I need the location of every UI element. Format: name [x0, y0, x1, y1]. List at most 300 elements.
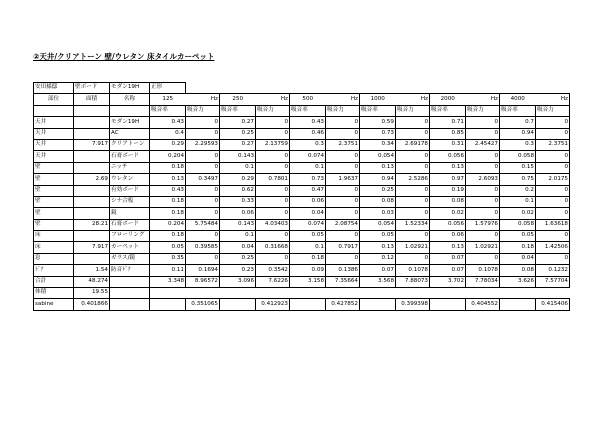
empty-cell [430, 299, 466, 310]
absorb-power-cell: 0 [536, 253, 570, 264]
absorb-rate-cell: 0.18 [150, 196, 186, 207]
sabine-value-cell: 0.412923 [256, 299, 290, 310]
absorb-rate-cell: 0.06 [290, 196, 326, 207]
absorb-power-cell: 0 [536, 117, 570, 128]
material-name-cell: カーペット [110, 242, 150, 253]
absorb-rate-cell: 0.18 [150, 208, 186, 219]
absorb-rate-cell: 0.29 [220, 174, 256, 185]
absorb-power-cell: 0 [326, 196, 360, 207]
part-cell: 窓 [34, 253, 74, 264]
absorb-power-cell: 0 [256, 185, 290, 196]
absorb-rate-cell: 0.054 [360, 219, 396, 230]
absorb-power-cell: 0 [186, 196, 220, 207]
absorb-power-cell: 0.39585 [186, 242, 220, 253]
absorb-rate-cell: 0.02 [430, 208, 466, 219]
absorb-power-header: 吸音力 [326, 105, 360, 116]
sabine-value-cell: 0.399398 [396, 299, 430, 310]
total-power-cell: 8.96572 [186, 276, 220, 287]
table-row [34, 162, 570, 173]
absorb-power-cell: 0 [326, 117, 360, 128]
name-header: 名称 [110, 94, 150, 105]
absorb-power-cell: 0 [536, 196, 570, 207]
absorb-rate-cell: 0.04 [290, 208, 326, 219]
absorb-rate-cell: 0.074 [290, 151, 326, 162]
empty-cell [290, 299, 326, 310]
area-cell: 7.917 [74, 242, 110, 253]
absorb-power-cell: 0.31668 [256, 242, 290, 253]
table-row [34, 253, 570, 264]
volume-row [34, 288, 570, 299]
absorb-rate-cell: 0.1 [220, 162, 256, 173]
absorb-power-cell: 0 [186, 253, 220, 264]
absorb-rate-header: 吸音率 [360, 105, 396, 116]
absorb-rate-cell: 0.13 [360, 162, 396, 173]
absorb-power-cell: 0.1078 [466, 265, 500, 276]
empty-cell [74, 105, 110, 116]
absorb-power-cell: 4.03403 [256, 219, 290, 230]
absorb-rate-cell: 0.04 [500, 253, 536, 264]
volume-value: 19.55 [74, 288, 110, 299]
absorb-rate-cell: 0.3 [500, 139, 536, 150]
absorb-rate-cell: 0.056 [430, 151, 466, 162]
absorb-power-cell: 0 [396, 162, 430, 173]
absorb-rate-cell: 0.25 [220, 128, 256, 139]
absorb-power-cell: 5.75484 [186, 219, 220, 230]
area-cell [74, 196, 110, 207]
absorb-rate-cell: 0.05 [150, 242, 186, 253]
empty-cell [34, 105, 74, 116]
absorb-power-cell: 0 [186, 151, 220, 162]
absorb-rate-cell: 0.18 [500, 242, 536, 253]
absorb-power-cell: 0 [536, 162, 570, 173]
absorb-rate-cell: 0.94 [500, 128, 536, 139]
absorb-rate-cell: 0.02 [500, 208, 536, 219]
absorb-rate-cell: 0.18 [150, 162, 186, 173]
total-row [34, 276, 570, 287]
empty-cell [110, 299, 150, 310]
table-row [34, 231, 570, 242]
sabine-value-cell: 0.427852 [326, 299, 360, 310]
area-cell: 2.69 [74, 174, 110, 185]
part-cell: ﾄﾞｱ [34, 265, 74, 276]
absorb-rate-cell: 0.35 [150, 253, 186, 264]
absorb-rate-cell: 0.03 [360, 208, 396, 219]
absorb-rate-cell: 0.85 [430, 128, 466, 139]
absorb-power-cell: 0 [186, 162, 220, 173]
table-row [34, 208, 570, 219]
absorb-power-cell: 0 [326, 128, 360, 139]
absorb-power-cell: 0 [256, 151, 290, 162]
absorb-rate-cell: 0.34 [360, 139, 396, 150]
absorb-power-cell: 0 [536, 208, 570, 219]
sabine-value-cell: 0.351065 [186, 299, 220, 310]
empty-cell [110, 105, 150, 116]
absorb-rate-cell: 0.143 [220, 219, 256, 230]
info-row-empty [186, 83, 570, 94]
absorb-power-cell: 0 [256, 196, 290, 207]
part-cell: 天井 [34, 117, 74, 128]
area-header: 面積 [74, 94, 110, 105]
absorb-power-cell: 2.3751 [536, 139, 570, 150]
absorb-rate-cell: 0.47 [290, 185, 326, 196]
absorb-rate-cell: 0.62 [220, 185, 256, 196]
absorb-power-cell: 0 [396, 208, 430, 219]
absorb-power-cell: 1.42506 [536, 242, 570, 253]
frequency-unit: Hz [466, 94, 500, 105]
table-row [34, 196, 570, 207]
absorb-power-cell: 0 [186, 117, 220, 128]
absorb-rate-cell: 0.074 [290, 219, 326, 230]
absorb-rate-header: 吸音率 [220, 105, 256, 116]
part-cell: 壁 [34, 162, 74, 173]
absorb-power-cell: 2.45427 [466, 139, 500, 150]
absorb-power-header: 吸音力 [536, 105, 570, 116]
absorb-power-cell: 0.7801 [256, 174, 290, 185]
part-cell: 天井 [34, 139, 74, 150]
material-name-cell: 防音ﾄﾞｱ [110, 265, 150, 276]
absorb-rate-cell: 0.07 [360, 265, 396, 276]
area-cell [74, 208, 110, 219]
absorption-table [33, 82, 570, 311]
total-power-cell: 7.88073 [396, 276, 430, 287]
absorb-rate-cell: 0.29 [150, 139, 186, 150]
absorb-power-cell: 2.29593 [186, 139, 220, 150]
absorb-power-cell: 0.7917 [326, 242, 360, 253]
part-cell: 壁 [34, 208, 74, 219]
absorb-power-cell: 0 [256, 208, 290, 219]
absorb-rate-cell: 0.43 [150, 185, 186, 196]
absorb-power-cell: 0 [466, 162, 500, 173]
absorb-power-cell: 0 [466, 151, 500, 162]
absorb-power-cell: 0 [186, 185, 220, 196]
absorb-rate-cell: 0.18 [150, 231, 186, 242]
part-cell: 床 [34, 242, 74, 253]
table-row [34, 139, 570, 150]
absorb-rate-cell: 0.07 [430, 265, 466, 276]
absorb-power-cell: 1.63618 [536, 219, 570, 230]
absorb-rate-cell: 0.1 [290, 162, 326, 173]
absorb-rate-cell: 0.05 [290, 231, 326, 242]
absorb-rate-cell: 0.97 [430, 174, 466, 185]
area-cell [74, 253, 110, 264]
material-name-cell: 鏡 [110, 208, 150, 219]
absorb-power-cell: 0 [256, 231, 290, 242]
total-rate-cell: 3.158 [290, 276, 326, 287]
frequency-label: 2000 [430, 94, 466, 105]
absorb-rate-header: 吸音率 [500, 105, 536, 116]
absorb-rate-cell: 0.05 [500, 231, 536, 242]
absorb-power-cell: 0 [536, 185, 570, 196]
table-row [34, 151, 570, 162]
material-name-cell: 有効ボード [110, 185, 150, 196]
absorb-rate-cell: 0.06 [430, 231, 466, 242]
material-name-cell: ウレタン [110, 174, 150, 185]
absorb-rate-cell: 0.27 [220, 139, 256, 150]
absorb-power-cell: 1.02921 [466, 242, 500, 253]
absorb-power-cell: 0 [466, 208, 500, 219]
empty-cell [110, 288, 150, 299]
frequency-unit: Hz [396, 94, 430, 105]
frequency-unit: Hz [536, 94, 570, 105]
absorb-power-header: 吸音力 [186, 105, 220, 116]
absorb-rate-cell: 0.13 [360, 242, 396, 253]
table-row [34, 185, 570, 196]
wall-type-cell: 壁ボード [74, 83, 110, 94]
material-name-cell: クリアトーン [110, 139, 150, 150]
empty-cell [360, 299, 396, 310]
sabine-value-cell: 0.404552 [466, 299, 500, 310]
table-row [34, 219, 570, 230]
absorb-power-cell: 0.1232 [536, 265, 570, 276]
table-row [34, 174, 570, 185]
absorb-rate-header: 吸音率 [150, 105, 186, 116]
absorb-rate-cell: 0.4 [150, 128, 186, 139]
absorb-power-cell: 0 [466, 128, 500, 139]
absorb-power-header: 吸音力 [466, 105, 500, 116]
ceiling-type-cell: モダン19H [110, 83, 150, 94]
material-name-cell: 石膏ボード [110, 219, 150, 230]
absorb-power-cell: 1.52334 [396, 219, 430, 230]
table-row [34, 265, 570, 276]
absorb-power-cell: 0 [396, 196, 430, 207]
absorb-rate-cell: 0.204 [150, 219, 186, 230]
absorb-rate-cell: 0.13 [430, 162, 466, 173]
part-cell: 壁 [34, 219, 74, 230]
absorb-power-header: 吸音力 [396, 105, 430, 116]
absorb-rate-cell: 0.05 [360, 231, 396, 242]
material-name-cell: ニッチ [110, 162, 150, 173]
absorb-rate-cell: 0.056 [430, 219, 466, 230]
absorb-power-cell: 0 [466, 117, 500, 128]
absorb-power-cell: 2.69178 [396, 139, 430, 150]
absorb-rate-cell: 0.09 [290, 265, 326, 276]
absorb-power-cell: 0 [466, 185, 500, 196]
absorb-power-cell: 2.3751 [326, 139, 360, 150]
absorb-power-cell: 0.1694 [186, 265, 220, 276]
absorb-power-cell: 2.08754 [326, 219, 360, 230]
absorb-power-cell: 0 [256, 253, 290, 264]
sabine-value-cell: 0.415406 [536, 299, 570, 310]
absorb-rate-header: 吸音率 [290, 105, 326, 116]
absorb-rate-cell: 0.1 [220, 231, 256, 242]
area-cell [74, 117, 110, 128]
area-cell: 7.917 [74, 139, 110, 150]
frequency-header-row [34, 94, 570, 105]
absorb-rate-cell: 0.08 [360, 196, 396, 207]
total-power-cell: 7.35664 [326, 276, 360, 287]
part-cell: 天井 [34, 151, 74, 162]
part-cell: 壁 [34, 185, 74, 196]
absorb-power-cell: 0 [256, 128, 290, 139]
material-name-cell: 石膏ボード [110, 151, 150, 162]
sabine-label: sabine [34, 299, 74, 310]
absorb-power-cell: 2.0175 [536, 174, 570, 185]
absorb-power-cell: 2.6093 [466, 174, 500, 185]
material-name-cell: フローリング [110, 231, 150, 242]
absorb-power-cell: 0.3542 [256, 265, 290, 276]
absorb-power-cell: 0 [396, 253, 430, 264]
absorb-rate-cell: 0.13 [150, 174, 186, 185]
absorb-power-cell: 1.57976 [466, 219, 500, 230]
absorb-rate-cell: 0.054 [360, 151, 396, 162]
absorb-rate-cell: 0.59 [360, 117, 396, 128]
absorb-rate-header: 吸音率 [430, 105, 466, 116]
total-rate-cell: 3.626 [500, 276, 536, 287]
area-cell [74, 162, 110, 173]
absorb-rate-cell: 0.1 [500, 196, 536, 207]
part-header: 部位 [34, 94, 74, 105]
absorb-rate-cell: 0.23 [220, 265, 256, 276]
absorb-power-cell: 0 [326, 253, 360, 264]
absorb-rate-cell: 0.1 [290, 242, 326, 253]
absorb-rate-cell: 0.7 [500, 117, 536, 128]
absorb-rate-cell: 0.43 [150, 117, 186, 128]
absorb-rate-cell: 0.71 [430, 117, 466, 128]
absorb-rate-cell: 0.058 [500, 151, 536, 162]
absorb-power-header: 吸音力 [256, 105, 290, 116]
frequency-label: 250 [220, 94, 256, 105]
absorb-power-cell: 0 [326, 208, 360, 219]
area-cell [74, 231, 110, 242]
area-cell: 28.21 [74, 219, 110, 230]
absorb-rate-cell: 0.73 [290, 174, 326, 185]
absorb-rate-cell: 0.12 [360, 253, 396, 264]
empty-cell [220, 299, 256, 310]
area-cell [74, 151, 110, 162]
total-area: 48.274 [74, 276, 110, 287]
absorb-power-cell: 0 [186, 128, 220, 139]
total-rate-cell: 3.568 [360, 276, 396, 287]
frequency-unit: Hz [326, 94, 360, 105]
absorb-rate-cell: 0.07 [430, 253, 466, 264]
absorb-rate-cell: 0.46 [290, 128, 326, 139]
absorb-rate-cell: 0.2 [500, 185, 536, 196]
absorb-rate-cell: 0.08 [430, 196, 466, 207]
absorb-rate-cell: 0.3 [290, 139, 326, 150]
volume-label: 体積 [34, 288, 74, 299]
total-power-cell: 7.78034 [466, 276, 500, 287]
sabine-base-value: 0.401866 [74, 299, 110, 310]
absorb-power-cell: 0 [536, 128, 570, 139]
shape-cell: 正形 [150, 83, 186, 94]
total-rate-cell: 3.348 [150, 276, 186, 287]
absorb-power-cell: 0 [536, 151, 570, 162]
absorb-power-cell: 0 [466, 196, 500, 207]
part-cell: 壁 [34, 174, 74, 185]
absorb-rate-cell: 0.18 [290, 253, 326, 264]
absorb-rate-cell: 0.43 [290, 117, 326, 128]
absorb-power-cell: 0 [256, 162, 290, 173]
material-name-cell: ガラス/鏡 [110, 253, 150, 264]
absorb-rate-cell: 0.25 [220, 253, 256, 264]
absorb-power-cell: 0 [326, 185, 360, 196]
total-label: 合計 [34, 276, 74, 287]
frequency-unit: Hz [186, 94, 220, 105]
absorb-power-cell: 2.13759 [256, 139, 290, 150]
absorb-power-cell: 0 [466, 253, 500, 264]
frequency-label: 1000 [360, 94, 396, 105]
sabine-row [34, 299, 570, 310]
absorb-power-cell: 1.02921 [396, 242, 430, 253]
absorb-power-cell: 0 [326, 151, 360, 162]
absorb-rate-cell: 0.19 [430, 185, 466, 196]
absorb-power-cell: 1.9637 [326, 174, 360, 185]
absorb-power-cell: 2.5286 [396, 174, 430, 185]
absorb-rate-cell: 0.058 [500, 219, 536, 230]
absorb-power-cell: 0 [256, 117, 290, 128]
material-name-cell: モダン19H [110, 117, 150, 128]
total-rate-cell: 3.702 [430, 276, 466, 287]
part-cell: 天井 [34, 128, 74, 139]
absorb-rate-cell: 0.33 [220, 196, 256, 207]
material-name-cell: シナ合板 [110, 196, 150, 207]
absorb-rate-cell: 0.04 [220, 242, 256, 253]
frequency-unit: Hz [256, 94, 290, 105]
absorb-rate-cell: 0.06 [220, 208, 256, 219]
absorb-power-cell: 0 [186, 231, 220, 242]
absorb-rate-cell: 0.204 [150, 151, 186, 162]
absorb-power-cell: 0.3497 [186, 174, 220, 185]
absorb-power-cell: 0 [396, 151, 430, 162]
absorb-rate-cell: 0.11 [150, 265, 186, 276]
absorb-rate-cell: 0.25 [360, 185, 396, 196]
absorb-power-cell: 0.1078 [396, 265, 430, 276]
absorb-power-cell: 0 [396, 117, 430, 128]
total-rate-cell: 3.096 [220, 276, 256, 287]
sheet-title: ②天井/クリアトーン 壁/ウレタン 床タイルカーペット [33, 52, 215, 61]
absorb-rate-cell: 0.13 [430, 242, 466, 253]
frequency-label: 500 [290, 94, 326, 105]
area-cell: 1.54 [74, 265, 110, 276]
table-row [34, 117, 570, 128]
table-row [34, 242, 570, 253]
absorb-power-cell: 0 [466, 231, 500, 242]
absorb-power-cell: 0 [396, 185, 430, 196]
part-cell: 壁 [34, 196, 74, 207]
absorb-rate-cell: 0.08 [500, 265, 536, 276]
absorb-rate-cell: 0.73 [360, 128, 396, 139]
absorb-power-cell: 0 [186, 208, 220, 219]
absorb-rate-cell: 0.75 [500, 174, 536, 185]
absorb-rate-cell: 0.31 [430, 139, 466, 150]
client-cell: 安田様邸 [34, 83, 74, 94]
part-cell: 床 [34, 231, 74, 242]
area-cell [74, 185, 110, 196]
empty-cell [500, 299, 536, 310]
area-cell [74, 128, 110, 139]
subheader-row [34, 105, 570, 116]
info-row [34, 83, 570, 94]
total-power-cell: 7.6226 [256, 276, 290, 287]
empty-cell [150, 299, 186, 310]
empty-cell [110, 276, 150, 287]
material-name-cell: AC [110, 128, 150, 139]
absorb-rate-cell: 0.143 [220, 151, 256, 162]
frequency-label: 125 [150, 94, 186, 105]
absorb-rate-cell: 0.15 [500, 162, 536, 173]
total-power-cell: 7.57704 [536, 276, 570, 287]
absorb-power-cell: 0 [326, 231, 360, 242]
absorb-rate-cell: 0.94 [360, 174, 396, 185]
frequency-label: 4000 [500, 94, 536, 105]
absorb-power-cell: 0 [536, 231, 570, 242]
absorb-power-cell: 0 [326, 162, 360, 173]
absorb-rate-cell: 0.27 [220, 117, 256, 128]
absorb-power-cell: 0 [396, 128, 430, 139]
absorb-power-cell: 0.1386 [326, 265, 360, 276]
table-row [34, 128, 570, 139]
empty-cell [150, 288, 570, 299]
